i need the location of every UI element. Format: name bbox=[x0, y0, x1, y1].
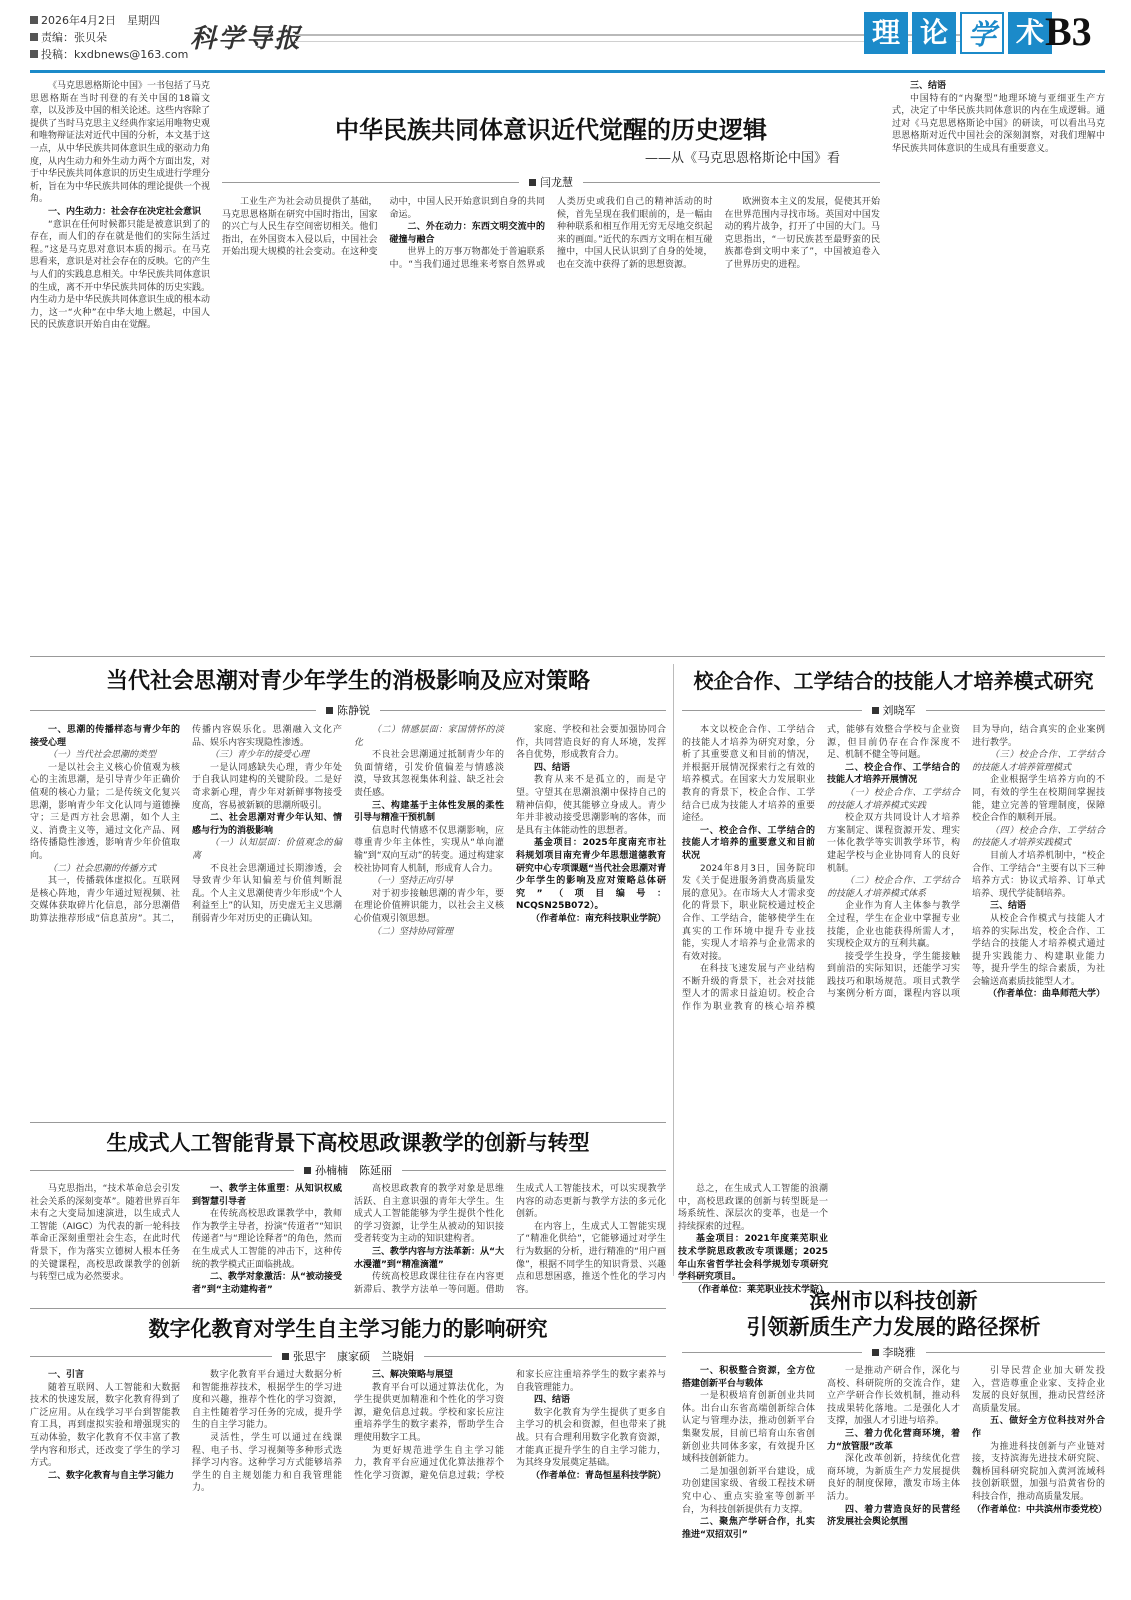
section-heading: 三、教学内容与方法革新：从“大水漫灌”到“精准滴灌” bbox=[354, 1246, 504, 1270]
article-nation-left bbox=[30, 80, 210, 650]
paragraph: 教育从来不是孤立的，而是守望。守望其在思潮浪潮中保持自己的精神信仰，使其能够立身成人。青少年并非被动接受思潮影响的客体，而是具有主体能动性的思想者。 bbox=[516, 775, 666, 836]
section-heading: 三、结语 bbox=[990, 901, 1027, 912]
author-name: 李晓雅 bbox=[882, 1346, 916, 1359]
paragraph: 校企双方共同设计人才培养方案制定、课程资源开发、理实一体化教学等实训教学环节，构建起学校与企业协同育人的良好机制。 bbox=[827, 813, 960, 874]
section-char-3: 学 bbox=[960, 12, 1004, 54]
section-heading: 一、思潮的传播样态与青少年的接受心理 bbox=[30, 725, 180, 748]
paragraph: 二是加强创新平台建设，成功创建国家级、省级工程技术研究中心、重点实验室等创新平台，为科技创新提供有力支撑。 bbox=[682, 1466, 815, 1515]
article-body bbox=[30, 724, 666, 1118]
section-heading: 三、结语 bbox=[910, 81, 947, 91]
paragraph: 在科技飞速发展与产业结构不断升级的背景下，社会对技能型人才的需求日益迫切。校企合作作为职业教育的核心培养模式，能够有效整合学校与企业资源，但目前仍存在合作深度不足、机制不健全等问题。 bbox=[682, 725, 960, 1013]
section-divider bbox=[30, 1122, 666, 1123]
section-heading: 二、外在动力：东西文明交流中的碰撞与融合 bbox=[389, 222, 545, 245]
paragraph: 高校思政教育的教学对象是思维活跃、自主意识强的青年大学生。生成式人工智能能够为学生提供个性化的学习资源，让学生从被动的知识接受者转变为主动的知识建构者。 bbox=[354, 1184, 504, 1245]
article-byline bbox=[30, 1348, 666, 1364]
paragraph: 不良社会思潮通过长期渗透，会导致青少年认知偏差与价值判断混乱。个人主义思潮使青少年形成“个人利益至上”的认知，历史虚无主义思潮削弱青少年对历史的正确认知。 bbox=[192, 863, 342, 924]
subsection-heading: （一）当代社会思潮的类型 bbox=[48, 750, 157, 761]
subsection-heading: （三）校企合作、工学结合的技能人才培养管理模式 bbox=[972, 750, 1105, 773]
newspaper-logo: 科学导报 bbox=[190, 24, 303, 54]
section-heading: 二、聚焦产学研合作，扎实推进“双招双引” bbox=[682, 1517, 815, 1540]
subsection-heading: （二）情感层面：家国情怀的淡化 bbox=[354, 725, 504, 748]
paragraph: 本文以校企合作、工学结合的技能人才培养为研究对象，分析了其重要意义和目前的情况，并根据开展情况探索行之有效的培养模式。在国家大力发展职业教育的背景下，校企合作、工学结合已成为技能人才培养的重要途径。 bbox=[682, 725, 815, 824]
bullet-square-icon bbox=[30, 33, 38, 41]
article-title: 滨州市以科技创新 bbox=[809, 1288, 978, 1313]
section-heading: 三、构建基于主体性发展的柔性引导与精准干预机制 bbox=[354, 800, 504, 824]
author-affiliation: （作者单位：曲阜师范大学） bbox=[987, 989, 1105, 1000]
section-heading: 三、解决策略与展望 bbox=[372, 1370, 454, 1380]
paragraph: 在内容上，生成式人工智能实现了“精准化供给”，它能够通过对学生行为数据的分析，进行精准的“用户画像”，根据不同学生的知识背景、兴趣点和思想困惑，推送个性化的学习内容。 bbox=[516, 1221, 666, 1295]
paragraph: 中国特有的“内聚型”地理环境与亚细亚生产方式，决定了中华民族共同体意识的内在生成逻辑。通过对《马克思恩格斯论中国》的研读，可以看出马克思恩格斯对近代中国社会的深刻洞察，对我们理解中华民族共同体意识的生成具有重要意义。 bbox=[892, 93, 1105, 154]
article-nation-right bbox=[892, 80, 1105, 650]
article-body bbox=[30, 1369, 666, 1591]
section-heading: 三、着力优化营商环境，着力“放管服”改革 bbox=[827, 1428, 960, 1452]
bullet-square-icon bbox=[529, 179, 536, 186]
article-byline bbox=[682, 702, 1105, 718]
paragraph: 接受学生投身，学生能接触到前沿的实际知识，还能学习实践技巧和职场规范。项目式教学与案例分析方面，课程内容以项目为导向，结合真实的企业案例进行教学。 bbox=[827, 725, 1105, 1000]
section-char-1: 理 bbox=[864, 12, 908, 54]
subsection-heading: （一）校企合作、工学结合的技能人才培养模式实践 bbox=[827, 787, 960, 811]
author-name: 孙楠楠 陈延丽 bbox=[315, 1164, 392, 1177]
article-byline bbox=[222, 174, 880, 190]
section-heading: 二、数字化教育与自主学习能力 bbox=[48, 1470, 175, 1481]
subsection-heading: （一）认知层面：价值观念的偏离 bbox=[192, 838, 342, 861]
paragraph: 世界上的万事万物都处于普遍联系中。“当我们通过思维来考察自然界或人类历史或我们自己的精神活动的时候，首先呈现在我们眼前的，是一幅由种种联系和相互作用无穷无尽地交织起来的画面。”近代的东西方文明在相互碰撞中，中国人民认识到了自身的处境，也在交流中获得了新的思想资源。 bbox=[389, 197, 713, 270]
paragraph: 一是认同感缺失心理，青少年处于自我认同建构的关键阶段。二是好奇求新心理，青少年对新鲜事物接受度高，容易被新颖的思潮所吸引。 bbox=[192, 762, 342, 811]
author-name: 闫龙慧 bbox=[540, 176, 573, 189]
author-affiliation: （作者单位：南充科技职业学院） bbox=[530, 913, 666, 924]
paragraph: 传统高校思政课往往存在内容更新滞后、教学方法单一等问题。借助生成式人工智能技术，可以实现教学内容的动态更新与教学方法的多元化创新。 bbox=[354, 1184, 666, 1295]
author-affiliation: （作者单位：莱芜职业技术学院） bbox=[692, 1284, 828, 1295]
contribution-email: 投稿：kxdbnews@163.com bbox=[41, 48, 189, 61]
paragraph: 数字化教育为学生提供了更多自主学习的机会和资源，但也带来了挑战。只有合理利用数字化教育资源，才能真正提升学生的自主学习能力，为其终身发展奠定基础。 bbox=[516, 1407, 666, 1469]
paragraph: 家庭、学校和社会要加强协同合作，共同营造良好的育人环境，发挥各自优势，形成教育合力。 bbox=[516, 725, 666, 761]
author-name: 陈静锐 bbox=[337, 704, 370, 717]
bullet-square-icon bbox=[326, 707, 333, 714]
bullet-square-icon bbox=[304, 1167, 311, 1174]
paragraph: 教育平台可以通过算法优化，为学生提供更加精准和个性化的学习资源，避免信息过载。学校和家长应注重培养学生的数字素养，帮助学生合理使用数字工具。 bbox=[354, 1382, 504, 1443]
section-heading: 二、校企合作、工学结合的技能人才培养开展情况 bbox=[827, 762, 960, 786]
section-heading: 五、做好全方位科技对外合作 bbox=[972, 1416, 1105, 1439]
masthead bbox=[30, 10, 1105, 66]
paragraph: 随着互联网、人工智能和大数据技术的快速发展，数字化教育得到了广泛应用。从在线学习平台到智能教育工具，再到虚拟实验和增强现实的互动体验，数字化教育不仅丰富了教学内容和形式，还改变了学生的学习方式。 bbox=[30, 1382, 180, 1469]
paragraph: 一是积极培育创新创业共同体。出台山东省高端创新综合体认定与管理办法，推动创新平台集聚发展，目前已培育山东省创新创业共同体多家，有效提升区域科技创新能力。 bbox=[682, 1391, 815, 1465]
article-title: 生成式人工智能背景下高校思政课教学的创新与转型 bbox=[106, 1130, 590, 1155]
section-divider bbox=[682, 1282, 1105, 1283]
page-number: B3 bbox=[1045, 9, 1092, 54]
section-char-2: 论 bbox=[912, 12, 956, 54]
paragraph: 欧洲资本主义的发展，促使其开始在世界范围内寻找市场。英国对中国发动的鸦片战争，打开了中国的大门。马克思指出，“一切民族甚至最野蛮的民族都卷到文明中来了”，中国被迫卷入了世界历史的进程。 bbox=[724, 197, 880, 270]
paragraph: 信息时代情感不仅思潮影响，应尊重青少年主体性，实现从“单向灌输”到“双向互动”的转变。通过构建家校社协同育人机制，形成育人合力。 bbox=[354, 825, 504, 874]
author-name: 张思宇 康家硕 兰晓娟 bbox=[293, 1350, 414, 1363]
editor-name: 责编：张贝朵 bbox=[41, 31, 107, 44]
paragraph: 引导民营企业加大研发投入，营造尊重企业家、支持企业发展的良好氛围，推动民营经济高质量发展。 bbox=[972, 1366, 1105, 1414]
article-title: 当代社会思潮对青少年学生的消极影响及应对策略 bbox=[105, 668, 590, 694]
section-heading: 一、内生动力：社会存在决定社会意识 bbox=[48, 206, 202, 217]
paragraph: 《马克思恩格斯论中国》一书包括了马克思恩格斯在当时刊登的有关中国的18篇文章，以及涉及中国的相关论述。这些内容除了提供了当时马克思主义经典作家运用唯物史观和唯物辩证法对近代中国的分析，本文基于这一点，从中华民族共同体意识生成的驱动力角度，从内生动力和外生动力两个方面出发，对于中华民族共同体意识的历史生成进行学理分析，旨在为中华民族共同体的理论提供一个视角。 bbox=[30, 81, 211, 205]
section-divider bbox=[30, 656, 1105, 657]
paragraph: 在传统高校思政课教学中，教师作为教学主导者，扮演“传道者”“知识传递者”与“理论诠释者”的角色，然而在生成式人工智能的冲击下，这种传统的教学模式正面临挑战。 bbox=[192, 1209, 342, 1270]
article-subtitle: ——从《马克思恩格斯论中国》看 bbox=[644, 151, 840, 166]
article-body bbox=[30, 1183, 828, 1303]
section-heading: 四、结语 bbox=[534, 1395, 571, 1406]
section-title bbox=[864, 12, 1056, 54]
paragraph: “意识在任何时候都只能是被意识到了的存在，而人们的存在就是他们的实际生活过程。”这是马克思对意识本质的揭示。在马克思看来，意识是对社会存在的反映。它的产生与人们的实践息息相关。中华民族共同体意识的生成，离不开中华民族共同体的历史实践。内生动力是中华民族共同体意识生成的根本动力，这一“火种”在中华大地上燃起，中国人民的民族意识开始自由在觉醒。 bbox=[30, 219, 211, 331]
subsection-heading: （三）青少年的接受心理 bbox=[210, 750, 310, 761]
paragraph: 马克思指出，“技术革命总会引发社会关系的深刻变革”。随着世界百年未有之大变局加速演进，以生成式人工智能（AIGC）为代表的新一轮科技革命正深刻重塑社会生态，在此时代背景下，作为落实立德树人根本任务的关键课程，高校思政课教学的创新与转型已成为必然要求。 bbox=[30, 1184, 180, 1283]
bullet-square-icon bbox=[30, 50, 38, 58]
article-digital bbox=[30, 1314, 666, 1590]
issue-date: 2026年4月2日 星期四 bbox=[41, 14, 160, 27]
paragraph: 数字化教育平台通过大数据分析和智能推荐技术，根据学生的学习进度和兴趣，推荐个性化的学习资源，自主性随着学习任务的完成，提升学生的自主学习能力。 bbox=[192, 1370, 342, 1431]
paragraph: 一是以社会主义核心价值观为核心的主流思潮，是引导青少年正确价值观的核心力量；二是传统文化复兴思潮，影响青少年文化认同与道德操守；三是西方社会思潮，如个人主义、消费主义等，通过文化产品、网络传播隐性渗透，影响青少年价值取向。 bbox=[30, 762, 180, 861]
paragraph: 其一，传播载体虚拟化。互联网是核心阵地，青少年通过短视频、社交媒体获取碎片化信息，部分思潮借助算法推荐形成“信息茧房”。其二，传播内容娱乐化。思潮融入文化产品、娱乐内容实现隐性渗透。 bbox=[30, 725, 342, 924]
bullet-square-icon bbox=[30, 16, 38, 24]
article-binzhou bbox=[682, 1288, 1108, 1590]
subsection-heading: （四）校企合作、工学结合的技能人才培养实践模式 bbox=[972, 825, 1105, 849]
section-char-4: 术 bbox=[1008, 12, 1052, 54]
article-nation bbox=[222, 80, 880, 650]
issue-meta bbox=[30, 12, 188, 63]
article-byline bbox=[682, 1344, 1105, 1360]
paragraph: 企业根据学生培养方向的不同，有效的学生在校期间掌握技能，建立完善的管理制度，保障校企合作的顺利开展。 bbox=[972, 775, 1105, 824]
funding-note: 基金项目：2025年度南充市社科规划项目南充青少年思想道德教育研究中心专项课题“当代社会思潮对青少年学生的影响及应对策略总体研究”（项目编号：NCQSN25B072）。 bbox=[516, 838, 666, 912]
article-body bbox=[222, 196, 880, 652]
article-body bbox=[682, 1365, 1108, 1587]
subsection-heading: （二）坚持协同管理 bbox=[372, 926, 454, 937]
paragraph: 目前人才培养机制中，“校企合作、工学结合”主要有以下三种培养方式：协议式培养、订单式培养、现代学徒制培养。 bbox=[972, 850, 1105, 899]
article-youth bbox=[30, 664, 666, 1116]
paragraph: 2024年8月3日，国务院印发《关于促进服务消费高质量发展的意见》。在市场大人才需求变化的背景下，职业院校通过校企合作、工学结合，能够使学生在真实的工作环境中提升专业技能，实现人才培养与企业需求的有效对接。 bbox=[682, 863, 815, 962]
article-body bbox=[892, 80, 1105, 650]
paragraph: 不良社会思潮通过抵制青少年的负面情绪，引发价值偏差与情感淡漠，导致其忽视集体利益、缺乏社会责任感。 bbox=[354, 750, 504, 798]
section-heading: 四、着力营造良好的民营经济发展社会舆论氛围 bbox=[827, 1504, 960, 1528]
article-body bbox=[30, 80, 210, 650]
paragraph: 企业作为育人主体参与教学全过程，学生在企业中掌握专业技能，企业也能获得所需人才，实现校企双方的互利共赢。 bbox=[827, 901, 960, 950]
article-title: 中华民族共同体意识近代觉醒的历史逻辑 bbox=[335, 115, 767, 144]
paragraph: 深化改革创新，持续优化营商环境，为新质生产力发展提供良好的制度保障，激发市场主体活力。 bbox=[827, 1454, 960, 1502]
paragraph: 对于初步接触思潮的青少年，要在理论价值辨识能力，以社会主义核心价值观引领思想。 bbox=[354, 888, 504, 924]
article-title-line2: 引领新质生产力发展的路径探析 bbox=[746, 1314, 1041, 1339]
article-title: 校企合作、工学结合的技能人才培养模式研究 bbox=[693, 669, 1094, 693]
column-divider bbox=[673, 664, 674, 1276]
section-heading: 一、教学主体重塑：从知识权威到智慧引导者 bbox=[192, 1184, 342, 1207]
article-byline bbox=[30, 1162, 666, 1178]
paragraph: 一是推动产研合作，深化与高校、科研院所的交流合作，建立产学研合作长效机制，推动科技成果转化落地。二是强化人才支撑，加强人才引进与培养。 bbox=[827, 1366, 960, 1427]
subsection-heading: （一）坚持正向引导 bbox=[372, 876, 454, 887]
top-rule bbox=[30, 70, 1105, 73]
bullet-square-icon bbox=[282, 1353, 289, 1360]
author-affiliation: （作者单位：中共滨州市委党校） bbox=[972, 1504, 1108, 1515]
section-heading: 一、校企合作、工学结合的技能人才培养的重要意义和目前状况 bbox=[682, 825, 815, 861]
paragraph: 灵活性，学生可以通过在线课程、电子书、学习视频等多种形式选择学习内容。这种学习方式能够培养学生的自主规划能力和自我管理能力。 bbox=[192, 1432, 342, 1494]
funding-note: 基金项目：2021年度莱芜职业技术学院思政教改专项课题；2025年山东省哲学社会科学规划专项研究学科研究项目。 bbox=[678, 1234, 828, 1283]
subsection-heading: （二）校企合作、工学结合的技能人才培养模式体系 bbox=[827, 876, 960, 899]
subsection-heading: （二）社会思潮的传播方式 bbox=[48, 863, 157, 874]
article-title: 数字化教育对学生自主学习能力的影响研究 bbox=[148, 1316, 548, 1341]
author-name: 刘晓军 bbox=[882, 704, 916, 717]
section-heading: 一、积极整合资源，全方位搭建创新平台与载体 bbox=[682, 1366, 815, 1389]
paragraph: 为推进科技创新与产业链对接，支持滨海先进技术研究院、魏桥国科研究院加入黄河流域科技创新联盟，加强与沿黄省份的科技合作，推动高质量发展。 bbox=[972, 1441, 1105, 1502]
author-affiliation: （作者单位：青岛恒星科技学院） bbox=[530, 1470, 666, 1481]
section-heading: 四、结语 bbox=[534, 762, 571, 773]
section-heading: 二、教学对象激活：从“被动接受者”到“主动建构者” bbox=[192, 1272, 342, 1295]
article-ai bbox=[30, 1128, 828, 1302]
bullet-square-icon bbox=[872, 1349, 879, 1356]
article-byline bbox=[30, 702, 666, 718]
section-heading: 二、社会思潮对青少年认知、情感与行为的消极影响 bbox=[192, 813, 342, 836]
section-heading: 一、引言 bbox=[48, 1370, 85, 1380]
paragraph: 从校企合作模式与技能人才培养的实际出发，校企合作、工学结合的技能人才培养模式通过提升实践能力、构建职业能力等，提升学生的综合素质，为社会输送高素质技能型人才。 bbox=[972, 913, 1105, 987]
bullet-square-icon bbox=[872, 707, 879, 714]
paragraph: 为更好规范进学生自主学习能力，教育平台应通过优化算法推荐个性化学习资源，避免信息过载；学校和家长应注重培养学生的数字素养与自我管理能力。 bbox=[354, 1370, 666, 1481]
paragraph: 总之，在生成式人工智能的浪潮中，高校思政课的创新与转型既是一场系统性、深层次的变革，也是一个持续探索的过程。 bbox=[678, 1184, 828, 1232]
paragraph: 工业生产为社会动员提供了基础，马克思恩格斯在研究中国时指出，国家的兴亡与人民生存空间密切相关。他们指出，在外国资本入侵以后，中国社会开始出现大规模的社会变动。在这种变动中，中国人民开始意识到自身的共同命运。 bbox=[222, 197, 545, 258]
section-divider bbox=[30, 1308, 666, 1309]
